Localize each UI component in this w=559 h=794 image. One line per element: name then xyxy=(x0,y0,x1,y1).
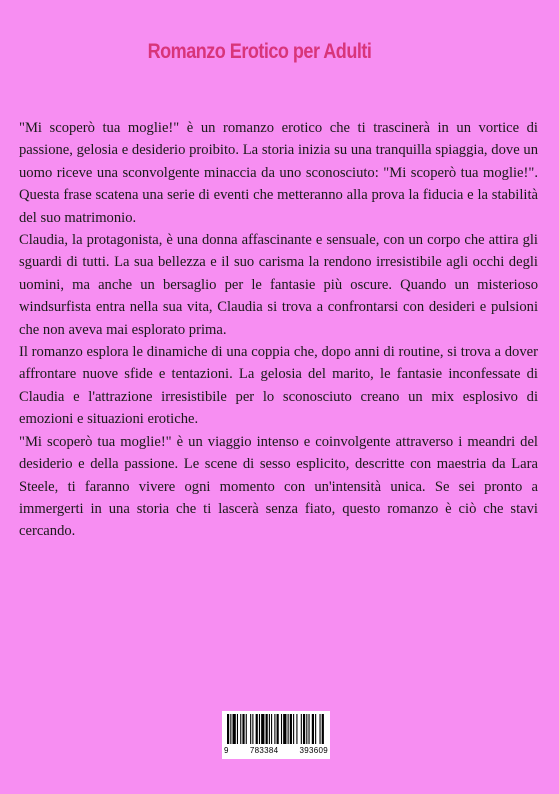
barcode-bar xyxy=(256,714,258,744)
barcode-bar xyxy=(312,714,314,744)
barcode-bar xyxy=(277,714,279,744)
barcode-bar xyxy=(240,714,241,744)
barcode-bar xyxy=(281,714,282,744)
barcode-bar xyxy=(271,714,272,744)
barcode-digit-first: 9 xyxy=(224,746,229,755)
blurb-paragraph-3: Il romanzo esplora le dinamiche di una coppia che, dopo anni di routine, si trova a dover affrontare nuove sfide e tentazioni. La gelosia del marito, le fantasie inconfessate di Claudia e l'attrazione irresistibile per lo sconosciuto creano un mix esplosivo di emozioni e situazioni erotiche. xyxy=(19,344,538,428)
barcode-bar xyxy=(250,714,251,744)
barcode-bar xyxy=(242,714,244,744)
barcode-bar xyxy=(319,714,320,744)
barcode-bar xyxy=(288,714,289,744)
barcode-bar xyxy=(266,714,268,744)
blurb-paragraph-1: "Mi scoperò tua moglie!" è un romanzo erotico che ti trascinerà in un vortice di passione, gelosia e desiderio proibito. La storia inizia su una tranquilla spiaggia, dove un uomo riceve una sconvolgente minaccia da uno sconosciuto: "Mi scoperò tua moglie!". Questa frase scatena una serie di eventi che metteranno alla prova la fiducia e la stabilità del suo matrimonio. xyxy=(19,120,538,226)
barcode-digit-group-1: 783384 xyxy=(249,746,279,755)
barcode-digit-group-2: 393609 xyxy=(299,746,328,755)
barcode-bars-icon xyxy=(227,714,325,744)
barcode-bar xyxy=(237,714,238,744)
blurb-paragraph-2: Claudia, la protagonista, è una donna affascinante e sensuale, con un corpo che attira gli sguardi di tutti. La sua bellezza e il suo carisma la rendono irresistibile agli occhi degli uomini, ma anche un bersaglio per le fantasie più oscure. Quando un misterioso windsurfista entra nella sua vita, Claudia si trova a confrontarsi con desideri e pulsioni che non aveva mai esplorato prima. xyxy=(19,232,538,338)
barcode-bar xyxy=(246,714,247,744)
barcode-bar xyxy=(233,714,236,744)
barcode-bar xyxy=(315,714,316,744)
barcode-bar xyxy=(274,714,275,744)
barcode-bar xyxy=(269,714,270,744)
barcode-digits xyxy=(224,746,328,755)
isbn-barcode xyxy=(222,711,330,759)
barcode-bar xyxy=(259,714,260,744)
barcode-bar xyxy=(290,714,292,744)
blurb-paragraph-4: "Mi scoperò tua moglie!" è un viaggio intenso e coinvolgente attraverso i meandri del desiderio e della passione. Le scene di sesso esplicito, descritte con maestria da Lara Steele, ti faranno vivere ogni momento con un'intensità unica. Se sei pronto a immergerti in una storia che ti lascerà senza fiato, questo romanzo è ciò che stavi cercando. xyxy=(19,433,538,540)
barcode-bar xyxy=(296,714,297,744)
barcode-bar xyxy=(303,714,305,744)
barcode-bar xyxy=(322,714,324,744)
barcode-bar xyxy=(283,714,286,744)
barcode-bar xyxy=(227,714,229,744)
barcode-bar xyxy=(308,714,309,744)
barcode-bar xyxy=(306,714,307,744)
barcode-bar xyxy=(230,714,231,744)
barcode-bar xyxy=(261,714,264,744)
barcode-bar xyxy=(293,714,294,744)
barcode-bar xyxy=(252,714,253,744)
barcode-bar xyxy=(301,714,302,744)
book-blurb xyxy=(19,117,538,543)
cover-tagline: Romanzo Erotico per Adulti xyxy=(147,40,372,63)
